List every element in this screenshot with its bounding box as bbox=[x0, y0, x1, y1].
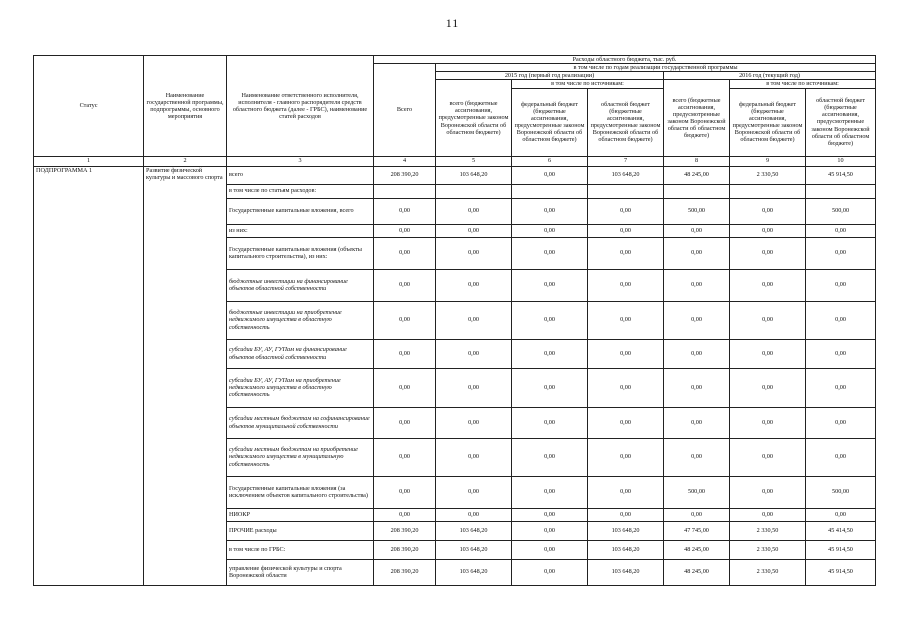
value-cell: 0,00 bbox=[374, 508, 436, 521]
value-cell: 0,00 bbox=[588, 237, 664, 269]
value-cell: 0,00 bbox=[664, 301, 730, 339]
value-cell: 0,00 bbox=[806, 269, 876, 301]
value-cell: 0,00 bbox=[436, 301, 512, 339]
column-number: 8 bbox=[664, 156, 730, 166]
column-number: 5 bbox=[436, 156, 512, 166]
value-cell: 0,00 bbox=[512, 368, 588, 407]
value-cell: 0,00 bbox=[436, 237, 512, 269]
value-cell: 0,00 bbox=[730, 368, 806, 407]
value-cell: 0,00 bbox=[730, 301, 806, 339]
value-cell: 0,00 bbox=[588, 508, 664, 521]
value-cell: 0,00 bbox=[374, 198, 436, 224]
value-cell: 0,00 bbox=[730, 339, 806, 368]
row-label: бюджетные инвестиции на финансирование объектов областной собственности bbox=[227, 269, 374, 301]
value-cell: 0,00 bbox=[374, 237, 436, 269]
value-cell: 0,00 bbox=[436, 224, 512, 237]
header-executor: Наименование ответственного исполнителя, исполнителя - главного распорядителя средств областного бюджета (далее - ГРБС), наименование статей расходов bbox=[227, 56, 374, 157]
row-label: субсидии БУ, АУ, ГУПам на финансирование объектов областной собственности bbox=[227, 339, 374, 368]
value-cell: 2 330,50 bbox=[730, 540, 806, 559]
value-cell: 0,00 bbox=[730, 476, 806, 508]
value-cell: 48 245,00 bbox=[664, 540, 730, 559]
value-cell: 0,00 bbox=[374, 476, 436, 508]
value-cell: 2 330,50 bbox=[730, 559, 806, 585]
value-cell: 0,00 bbox=[436, 368, 512, 407]
value-cell: 0,00 bbox=[512, 438, 588, 476]
value-cell: 0,00 bbox=[512, 198, 588, 224]
column-number: 1 bbox=[34, 156, 144, 166]
value-cell: 0,00 bbox=[806, 508, 876, 521]
value-cell: 2 330,50 bbox=[730, 521, 806, 540]
value-cell bbox=[730, 184, 806, 198]
page-number: 11 bbox=[445, 16, 460, 30]
value-cell bbox=[806, 184, 876, 198]
value-cell: 0,00 bbox=[806, 339, 876, 368]
row-label: всего bbox=[227, 166, 374, 184]
value-cell: 0,00 bbox=[588, 269, 664, 301]
program-cell: Развитие физической культуры и массового спорта bbox=[144, 166, 227, 585]
column-number: 3 bbox=[227, 156, 374, 166]
value-cell: 0,00 bbox=[730, 438, 806, 476]
header-program: Наименование государственной программы, подпрограммы, основного мероприятия bbox=[144, 56, 227, 157]
header-sources-2016: в том числе по источникам: bbox=[730, 80, 876, 88]
column-number: 9 bbox=[730, 156, 806, 166]
value-cell: 0,00 bbox=[588, 438, 664, 476]
value-cell: 0,00 bbox=[806, 237, 876, 269]
table-row bbox=[34, 166, 876, 184]
value-cell: 208 390,20 bbox=[374, 559, 436, 585]
value-cell: 45 414,50 bbox=[806, 521, 876, 540]
value-cell: 0,00 bbox=[436, 438, 512, 476]
value-cell: 0,00 bbox=[588, 339, 664, 368]
header-regional-2016: областной бюджет (бюджетные ассигнования, предусмотренные законом Воронежской области об областном бюджете) bbox=[806, 88, 876, 156]
value-cell: 500,00 bbox=[664, 198, 730, 224]
value-cell: 103 648,20 bbox=[436, 540, 512, 559]
value-cell: 0,00 bbox=[664, 237, 730, 269]
header-federal-2015: федеральный бюджет (бюджетные ассигнования, предусмотренные законом Воронежской области об областном бюджете) bbox=[512, 88, 588, 156]
value-cell: 0,00 bbox=[512, 301, 588, 339]
value-cell: 0,00 bbox=[512, 476, 588, 508]
value-cell: 0,00 bbox=[730, 508, 806, 521]
row-label: управление физической культуры и спорта Воронежской области bbox=[227, 559, 374, 585]
value-cell: 0,00 bbox=[436, 198, 512, 224]
column-number: 2 bbox=[144, 156, 227, 166]
value-cell: 0,00 bbox=[806, 368, 876, 407]
value-cell: 0,00 bbox=[730, 237, 806, 269]
value-cell: 0,00 bbox=[512, 508, 588, 521]
value-cell: 208 390,20 bbox=[374, 540, 436, 559]
row-label: бюджетные инвестиции на приобретение недвижимого имущества в областную собственность bbox=[227, 301, 374, 339]
value-cell: 0,00 bbox=[512, 521, 588, 540]
value-cell: 0,00 bbox=[374, 339, 436, 368]
value-cell: 0,00 bbox=[374, 269, 436, 301]
value-cell: 0,00 bbox=[730, 407, 806, 438]
row-label: из них: bbox=[227, 224, 374, 237]
value-cell: 0,00 bbox=[588, 301, 664, 339]
value-cell: 103 648,20 bbox=[588, 521, 664, 540]
value-cell: 103 648,20 bbox=[436, 166, 512, 184]
value-cell: 0,00 bbox=[806, 301, 876, 339]
value-cell: 0,00 bbox=[374, 368, 436, 407]
value-cell: 208 390,20 bbox=[374, 521, 436, 540]
row-label: субсидии местным бюджетам на приобретение недвижимого имущества в муниципальную собственность bbox=[227, 438, 374, 476]
value-cell: 500,00 bbox=[806, 198, 876, 224]
header-expenses-title: Расходы областного бюджета, тыс. руб. bbox=[374, 56, 876, 64]
value-cell: 0,00 bbox=[436, 407, 512, 438]
value-cell bbox=[512, 184, 588, 198]
value-cell: 103 648,20 bbox=[588, 540, 664, 559]
value-cell: 0,00 bbox=[588, 224, 664, 237]
column-number-row bbox=[34, 156, 876, 166]
value-cell: 0,00 bbox=[374, 407, 436, 438]
value-cell: 0,00 bbox=[512, 237, 588, 269]
row-label: субсидии местным бюджетам на софинансирование объектов муниципальной собственности bbox=[227, 407, 374, 438]
row-label: Государственные капитальные вложения, всего bbox=[227, 198, 374, 224]
column-number: 6 bbox=[512, 156, 588, 166]
header-all-2016: всего (бюджетные ассигнования, предусмотренные законом Воронежской области об областном бюджете) bbox=[664, 80, 730, 156]
value-cell: 45 914,50 bbox=[806, 559, 876, 585]
value-cell: 0,00 bbox=[664, 339, 730, 368]
value-cell: 0,00 bbox=[664, 269, 730, 301]
value-cell: 0,00 bbox=[374, 438, 436, 476]
value-cell bbox=[374, 184, 436, 198]
row-label: ПРОЧИЕ расходы bbox=[227, 521, 374, 540]
row-label: в том числе по ГРБС: bbox=[227, 540, 374, 559]
value-cell: 0,00 bbox=[374, 301, 436, 339]
value-cell: 0,00 bbox=[588, 198, 664, 224]
header-all-2015: всего (бюджетные ассигнования, предусмотренные законом Воронежской области об областном бюджете) bbox=[436, 80, 512, 156]
value-cell: 0,00 bbox=[512, 540, 588, 559]
value-cell: 0,00 bbox=[512, 166, 588, 184]
value-cell: 2 330,50 bbox=[730, 166, 806, 184]
row-label: Государственные капитальные вложения (объекты капитального строительства), из них: bbox=[227, 237, 374, 269]
value-cell: 0,00 bbox=[436, 476, 512, 508]
value-cell: 48 245,00 bbox=[664, 166, 730, 184]
value-cell: 0,00 bbox=[588, 476, 664, 508]
value-cell: 47 745,00 bbox=[664, 521, 730, 540]
value-cell: 0,00 bbox=[512, 269, 588, 301]
column-number: 4 bbox=[374, 156, 436, 166]
value-cell: 103 648,20 bbox=[588, 166, 664, 184]
value-cell bbox=[664, 184, 730, 198]
value-cell: 0,00 bbox=[374, 224, 436, 237]
value-cell: 0,00 bbox=[806, 438, 876, 476]
value-cell: 48 245,00 bbox=[664, 559, 730, 585]
value-cell: 0,00 bbox=[730, 269, 806, 301]
value-cell: 500,00 bbox=[806, 476, 876, 508]
column-number: 10 bbox=[806, 156, 876, 166]
value-cell: 0,00 bbox=[664, 368, 730, 407]
value-cell: 0,00 bbox=[664, 224, 730, 237]
status-cell: ПОДПРОГРАММА 1 bbox=[34, 166, 144, 585]
value-cell: 103 648,20 bbox=[436, 559, 512, 585]
budget-table bbox=[33, 55, 876, 586]
value-cell: 0,00 bbox=[664, 508, 730, 521]
value-cell: 0,00 bbox=[436, 508, 512, 521]
value-cell: 103 648,20 bbox=[436, 521, 512, 540]
row-label: Государственные капитальные вложения (за исключением объектов капитального строительства) bbox=[227, 476, 374, 508]
row-label: субсидии БУ, АУ, ГУПам на приобретение недвижимого имущества в областную собственность bbox=[227, 368, 374, 407]
header-year-2016: 2016 год (текущий год) bbox=[664, 72, 876, 80]
value-cell: 0,00 bbox=[512, 224, 588, 237]
header-year-2015: 2015 год (первый год реализации) bbox=[436, 72, 664, 80]
value-cell: 0,00 bbox=[588, 368, 664, 407]
value-cell: 0,00 bbox=[436, 269, 512, 301]
row-label: в том числе по статьям расходов: bbox=[227, 184, 374, 198]
value-cell: 208 390,20 bbox=[374, 166, 436, 184]
value-cell: 0,00 bbox=[512, 339, 588, 368]
value-cell: 0,00 bbox=[436, 339, 512, 368]
row-label: НИОКР bbox=[227, 508, 374, 521]
value-cell: 0,00 bbox=[664, 438, 730, 476]
value-cell: 103 648,20 bbox=[588, 559, 664, 585]
value-cell: 45 914,50 bbox=[806, 166, 876, 184]
value-cell bbox=[436, 184, 512, 198]
value-cell: 0,00 bbox=[730, 198, 806, 224]
value-cell: 0,00 bbox=[806, 407, 876, 438]
value-cell: 0,00 bbox=[806, 224, 876, 237]
header-regional-2015: областной бюджет (бюджетные ассигнования, предусмотренные законом Воронежской области об областном бюджете) bbox=[588, 88, 664, 156]
value-cell bbox=[588, 184, 664, 198]
value-cell: 0,00 bbox=[664, 407, 730, 438]
value-cell: 0,00 bbox=[512, 559, 588, 585]
header-sources-2015: в том числе по источникам: bbox=[512, 80, 664, 88]
header-by-years: в том числе по годам реализации государственной программы bbox=[436, 64, 876, 72]
value-cell: 0,00 bbox=[588, 407, 664, 438]
header-total: Всего bbox=[374, 64, 436, 156]
header-status: Статус bbox=[34, 56, 144, 157]
value-cell: 500,00 bbox=[664, 476, 730, 508]
value-cell: 0,00 bbox=[512, 407, 588, 438]
header-federal-2016: федеральный бюджет (бюджетные ассигнования, предусмотренные законом Воронежской области об областном бюджете) bbox=[730, 88, 806, 156]
value-cell: 45 914,50 bbox=[806, 540, 876, 559]
column-number: 7 bbox=[588, 156, 664, 166]
value-cell: 0,00 bbox=[730, 224, 806, 237]
